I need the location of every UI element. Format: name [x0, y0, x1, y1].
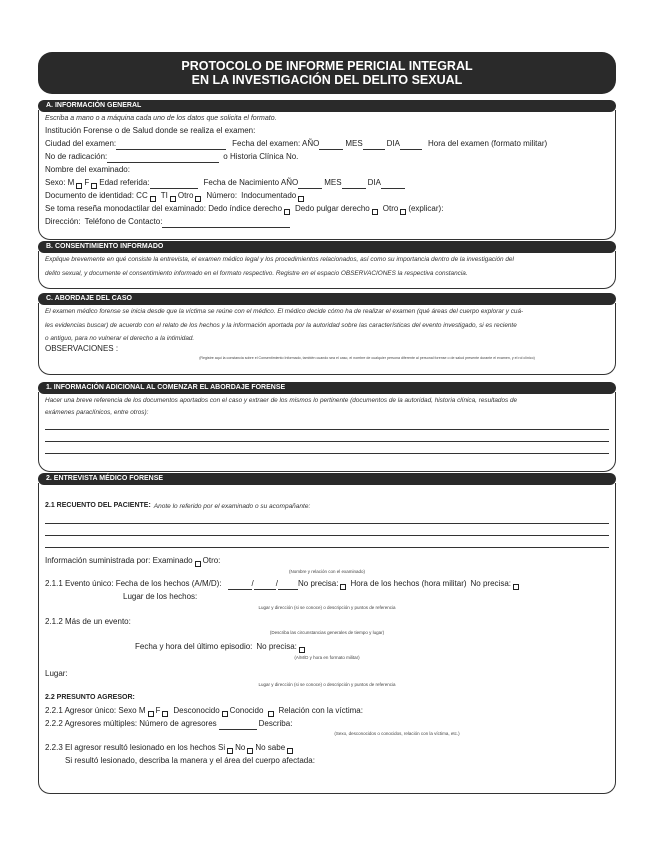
section-1-text-1: Hacer una breve referencia de los documentos aportados con el caso y extraer de los mismos lo pertinente (documentos de la autoridad, historia clínica, resultados de — [45, 397, 518, 404]
section-1-line[interactable] — [45, 433, 609, 442]
section-b-text-2: delito sexual, y documente el consentimiento informado en el formato respectivo. Registre en el espacio OBSERVACIONES la respectiva constancia. — [45, 270, 468, 277]
no-precisa-hora-checkbox[interactable] — [513, 584, 519, 590]
dia-nac-field[interactable] — [381, 180, 405, 189]
section-b-text-1: Explique brevemente en qué consiste la entrevista, el examen médico legal y los procedimientos relacionados, así como su importancia dentro de la investigación del — [45, 256, 514, 263]
section-b — [38, 241, 616, 289]
label-hora-examen: Hora del examen (formato militar) — [428, 139, 548, 148]
label-otro-doc: Otro — [177, 191, 194, 200]
anio-examen-field[interactable] — [319, 141, 343, 150]
label-mes: MES — [345, 139, 363, 148]
section-1-header: 1. INFORMACIÓN ADICIONAL AL COMENZAR EL ABORDAJE FORENSE — [38, 382, 616, 394]
a2-note: (Sexo, desconocidos o conocidos, relación con la víctima, etc.) — [334, 731, 460, 736]
label-telefono: Teléfono de Contacto: — [84, 217, 163, 226]
label-numero: Número: — [206, 191, 238, 200]
section-2: 2. ENTREVISTA MÉDICO FORENSE 2.1 RECUENTO DEL PACIENTE: Anote lo referido por el examinado o su acompañante: Información suministrada por: Examinado Otro: (Nombre y relación con el examinado) 2.1.1 Evento único: Fecha de los hechos (A/M/D): / / No precisa: Hora de los hechos (hora militar) No precisa: Lugar de los hechos: Lugar y dirección (si se conoce) o descripción y puntos de referencia 2.1.2 Más de un evento: (Describa las circunstancias generales de tiempo y lugar) Fecha y hora del último episodio: No precisa: (A/M/D y hora en formato militar) Lugar: Lugar y dirección (si se conoce) o descripción y puntos de referencia 2.2 PRESUNTO AGRESOR: 2.2.1 Agresor único: Sexo M F Desconocido Conocido Relación con la víctima: 2.2.2 Agresores múltiples: Número de agresores Describa: (Sexo, desconocidos o conocidos, relación con la víctima, etc.) 2.2.3 El agresor resultó lesionado en los hechos Si No No sabe Si resultó lesionado, describa la manera y el área del cuerpo afectada: — [38, 473, 616, 794]
label-lugar-hechos: Lugar de los hechos: — [123, 592, 198, 601]
label-evento-unico: 2.1.1 Evento único: Fecha de los hechos (A/M/D): — [45, 579, 222, 588]
label-nombre: Nombre del examinado: — [45, 165, 130, 174]
label-historia: o Historia Clínica No. — [223, 152, 299, 161]
label-presunto-agresor: 2.2 PRESUNTO AGRESOR: — [45, 694, 135, 701]
otro-dedo-checkbox[interactable] — [400, 209, 406, 215]
section-c — [38, 293, 616, 375]
label-hora-hechos: Hora de los hechos (hora militar) — [350, 579, 467, 588]
title-line-1: PROTOCOLO DE INFORME PERICIAL INTEGRAL — [181, 59, 473, 73]
section-1-line[interactable] — [45, 421, 609, 430]
label-agresor-lesionado: 2.2.3 El agresor resultó lesionado en los hechos Si — [45, 743, 226, 752]
anio-nac-field[interactable] — [298, 180, 322, 189]
recuento-line[interactable] — [45, 539, 609, 548]
lugar2-note: Lugar y dirección (si se conoce) o descripción y puntos de referencia — [258, 682, 396, 687]
label-radicacion: No de radicación: — [45, 152, 108, 161]
label-ti: TI — [160, 191, 168, 200]
section-a-header: A. INFORMACIÓN GENERAL — [38, 100, 616, 112]
observaciones-note: (Registre aquí la constancia sobre el Consentimiento Informado, también cuando sea el caso, el nombre de cualquier persona diferente al personal forense o de salud presente durante el examen, y el rol clínico) — [199, 356, 535, 360]
label-pulgar: Dedo pulgar derecho — [295, 204, 370, 213]
label-mas-eventos: 2.1.2 Más de un evento: — [45, 617, 131, 626]
ev2-note: (Describa las circunstancias generales de tiempo y lugar) — [269, 630, 385, 635]
section-1-text-2: exámenes paraclínicos, entre otros): — [45, 409, 149, 416]
label-observaciones: OBSERVACIONES : — [45, 344, 119, 353]
section-c-text-3: o antiguo, para no vulnerar el derecho a la intimidad. — [45, 335, 195, 342]
form-title — [38, 52, 616, 94]
fecha-d-field[interactable] — [278, 581, 298, 590]
label-resena: Se toma reseña monodactilar del examinado: Dedo índice derecho — [45, 204, 283, 213]
label-edad: Edad referida: — [99, 178, 150, 187]
section-2-header: 2. ENTREVISTA MÉDICO FORENSE — [38, 473, 616, 485]
recuento-line[interactable] — [45, 527, 609, 536]
telefono-field[interactable] — [162, 219, 290, 228]
label-indocumentado: Indocumentado — [241, 191, 297, 200]
lugar-note: Lugar y dirección (si se conoce) o descripción y puntos de referencia — [258, 605, 396, 610]
label-no: No — [235, 743, 246, 752]
label-recuento-instr: Anote lo referido por el examinado o su acompañante: — [153, 503, 311, 510]
label-recuento: 2.1 RECUENTO DEL PACIENTE: — [45, 502, 151, 509]
ciudad-field[interactable] — [116, 141, 226, 150]
label-direccion: Dirección: — [45, 217, 81, 226]
label-describa: Describa: — [258, 719, 293, 728]
no-precisa-fecha-checkbox[interactable] — [340, 584, 346, 590]
label-no-precisa-2: No precisa: — [470, 579, 511, 588]
section-c-text-1: El examen médico forense se inicia desde que la víctima se reúne con el médico. El médico decide cómo ha de realizar el examen (qué áreas del cuerpo explorar y cuá- — [45, 308, 524, 315]
section-1-line[interactable] — [45, 445, 609, 454]
radicacion-field[interactable] — [107, 154, 219, 163]
label-lesion-descripcion: Si resultó lesionado, describa la manera y el área del cuerpo afectada: — [65, 756, 315, 765]
label-no-sabe: No sabe — [255, 743, 286, 752]
label-lugar: Lugar: — [45, 669, 68, 678]
desconocido-checkbox[interactable] — [222, 711, 228, 717]
label-mes-nac: MES — [324, 178, 342, 187]
numero-agresores-field[interactable] — [219, 721, 257, 730]
label-agresor-unico: 2.2.1 Agresor único: Sexo M — [45, 706, 146, 715]
label-institucion: Institución Forense o de Salud donde se realiza el examen: — [45, 126, 256, 135]
indice-checkbox[interactable] — [284, 209, 290, 215]
recuento-line[interactable] — [45, 515, 609, 524]
fecha-m-field[interactable] — [254, 581, 276, 590]
examinado-checkbox[interactable] — [195, 561, 201, 567]
label-conocido: Conocido — [229, 706, 264, 715]
label-no-precisa-3: No precisa: — [256, 642, 297, 651]
label-fecha-examen: Fecha del examen: AÑO — [232, 139, 320, 148]
label-agresores-multiples: 2.2.2 Agresores múltiples: Número de agresores — [45, 719, 217, 728]
dia-examen-field[interactable] — [400, 141, 422, 150]
section-c-header: C. ABORDAJE DEL CASO — [38, 293, 616, 305]
edad-field[interactable] — [150, 180, 198, 189]
section-a — [38, 100, 616, 240]
label-informacion: Información suministrada por: Examinado — [45, 556, 193, 565]
label-no-precisa: No precisa: — [298, 579, 339, 588]
section-c-text-2: les evidencias buscar) de acuerdo con el relato de los hechos y la información aportada por la autoridad sobre las características del evento investigado, si es reciente — [45, 322, 517, 329]
label-f: F — [84, 178, 90, 187]
label-dia: DIA — [386, 139, 400, 148]
info-note: (Nombre y relación con el examinado) — [288, 569, 366, 574]
label-dia-nac: DIA — [367, 178, 381, 187]
mes-nac-field[interactable] — [342, 180, 366, 189]
label-documento: Documento de identidad: CC — [45, 191, 148, 200]
label-relacion: Relación con la víctima: — [278, 706, 363, 715]
pulgar-checkbox[interactable] — [372, 209, 378, 215]
section-b-header: B. CONSENTIMIENTO INFORMADO — [38, 241, 616, 253]
label-otro-dedo: Otro — [382, 204, 399, 213]
label-ultimo-episodio: Fecha y hora del último episodio: — [135, 642, 253, 651]
label-nacimiento: Fecha de Nacimiento AÑO — [203, 178, 299, 187]
title-line-2: EN LA INVESTIGACIÓN DEL DELITO SEXUAL — [191, 73, 463, 87]
label-ciudad: Ciudad del examen: — [45, 139, 117, 148]
label-agresor-f: F — [155, 706, 161, 715]
label-otro-info: Otro: — [202, 556, 221, 565]
mes-examen-field[interactable] — [363, 141, 385, 150]
section-1 — [38, 382, 616, 472]
label-sexo: Sexo: M — [45, 178, 75, 187]
section-a-instructions: Escriba a mano o a máquina cada uno de los datos que solicita el formato. — [45, 115, 277, 122]
fecha-a-field[interactable] — [228, 581, 252, 590]
label-explicar: (explicar): — [408, 204, 444, 213]
ultimo-note: (A/M/D y hora en formato militar) — [294, 655, 360, 660]
label-desconocido: Desconocido — [173, 706, 220, 715]
